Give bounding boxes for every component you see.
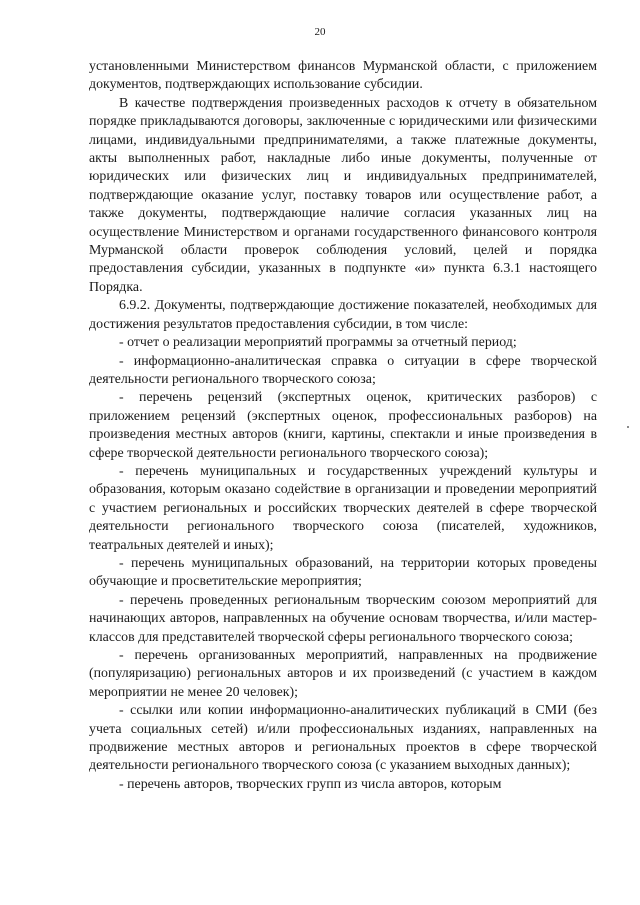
- list-item-analytical-note: - информационно-аналитическая справка о ситуации в сфере творческой деятельности регионального творческого союза;: [89, 353, 597, 387]
- paragraph-clause-6-9-2: 6.9.2. Документы, подтверждающие достижение показателей, необходимых для достижения результатов предоставления субсидии, в том числе:: [89, 298, 597, 332]
- list-item-media-publications: - ссылки или копии информационно-аналитических публикаций в СМИ (без учета социальных сетей) и/или профессиональных изданиях, направленных на продвижение местных авторов и региональных проектов в сфере творческой деятельности регионального творческого союза (с указанием выходных данных);: [89, 703, 597, 774]
- list-item-beginner-events: - перечень проведенных региональным творческим союзом мероприятий для начинающих авторов, направленных на обучение основам творчества, и/или мастер-классов для представителей творческой сферы регионального творческого союза;: [89, 592, 597, 645]
- list-item-promotion-events: - перечень организованных мероприятий, направленных на продвижение (популяризацию) региональных авторов и их произведений (с участием в каждом мероприятии не менее 20 человек);: [89, 648, 597, 700]
- list-item-institutions: - перечень муниципальных и государственных учреждений культуры и образования, которым оказано содействие в организации и проведении мероприятий с участием региональных и российских творческих деятелей в сфере творческой деятельности регионального творческого союза (писателей, художников, театральных деятелей и иных);: [89, 463, 597, 553]
- paragraph-continuation: установленными Министерством финансов Мурманской области, с приложением документов, подтверждающих использование субсидии.: [89, 59, 597, 93]
- list-item-reviews: - перечень рецензий (экспертных оценок, критических разборов) с приложением рецензий (экспертных оценок, профессиональных разборов) на произведения местных авторов (книги, картины, спектакли и иные произведения в сфере творческой деятельности регионального творческого союза);: [89, 390, 597, 461]
- list-item-authors: - перечень авторов, творческих групп из числа авторов, которым: [119, 776, 502, 792]
- scan-speck: [627, 426, 629, 428]
- list-item-program-report: - отчет о реализации мероприятий программы за отчетный период;: [119, 335, 517, 351]
- list-item-municipalities: - перечень муниципальных образований, на территории которых проведены обучающие и просветительские мероприятия;: [89, 555, 597, 590]
- page-number: 20: [314, 26, 326, 38]
- document-body: [89, 58, 597, 794]
- paragraph-expense-confirmation: В качестве подтверждения произведенных расходов к отчету в обязательном порядке прикладываются договоры, заключенные с юридическими или физическими лицами, индивидуальными предпринимателями, а также платежные документы, акты выполненных работ, накладные либо иные документы, полученные от юридических или физических лиц и индивидуальных предпринимателей, подтверждающие оказание услуг, поставку товаров или осуществление работ, а также документы, подтверждающие наличие согласия указанных лиц на осуществление Министерством и органами государственного финансового контроля Мурманской области проверок соблюдения условий, целей и порядка предоставления субсидии, указанных в подпункте «и» пункта 6.3.1 настоящего Порядка.: [89, 95, 597, 295]
